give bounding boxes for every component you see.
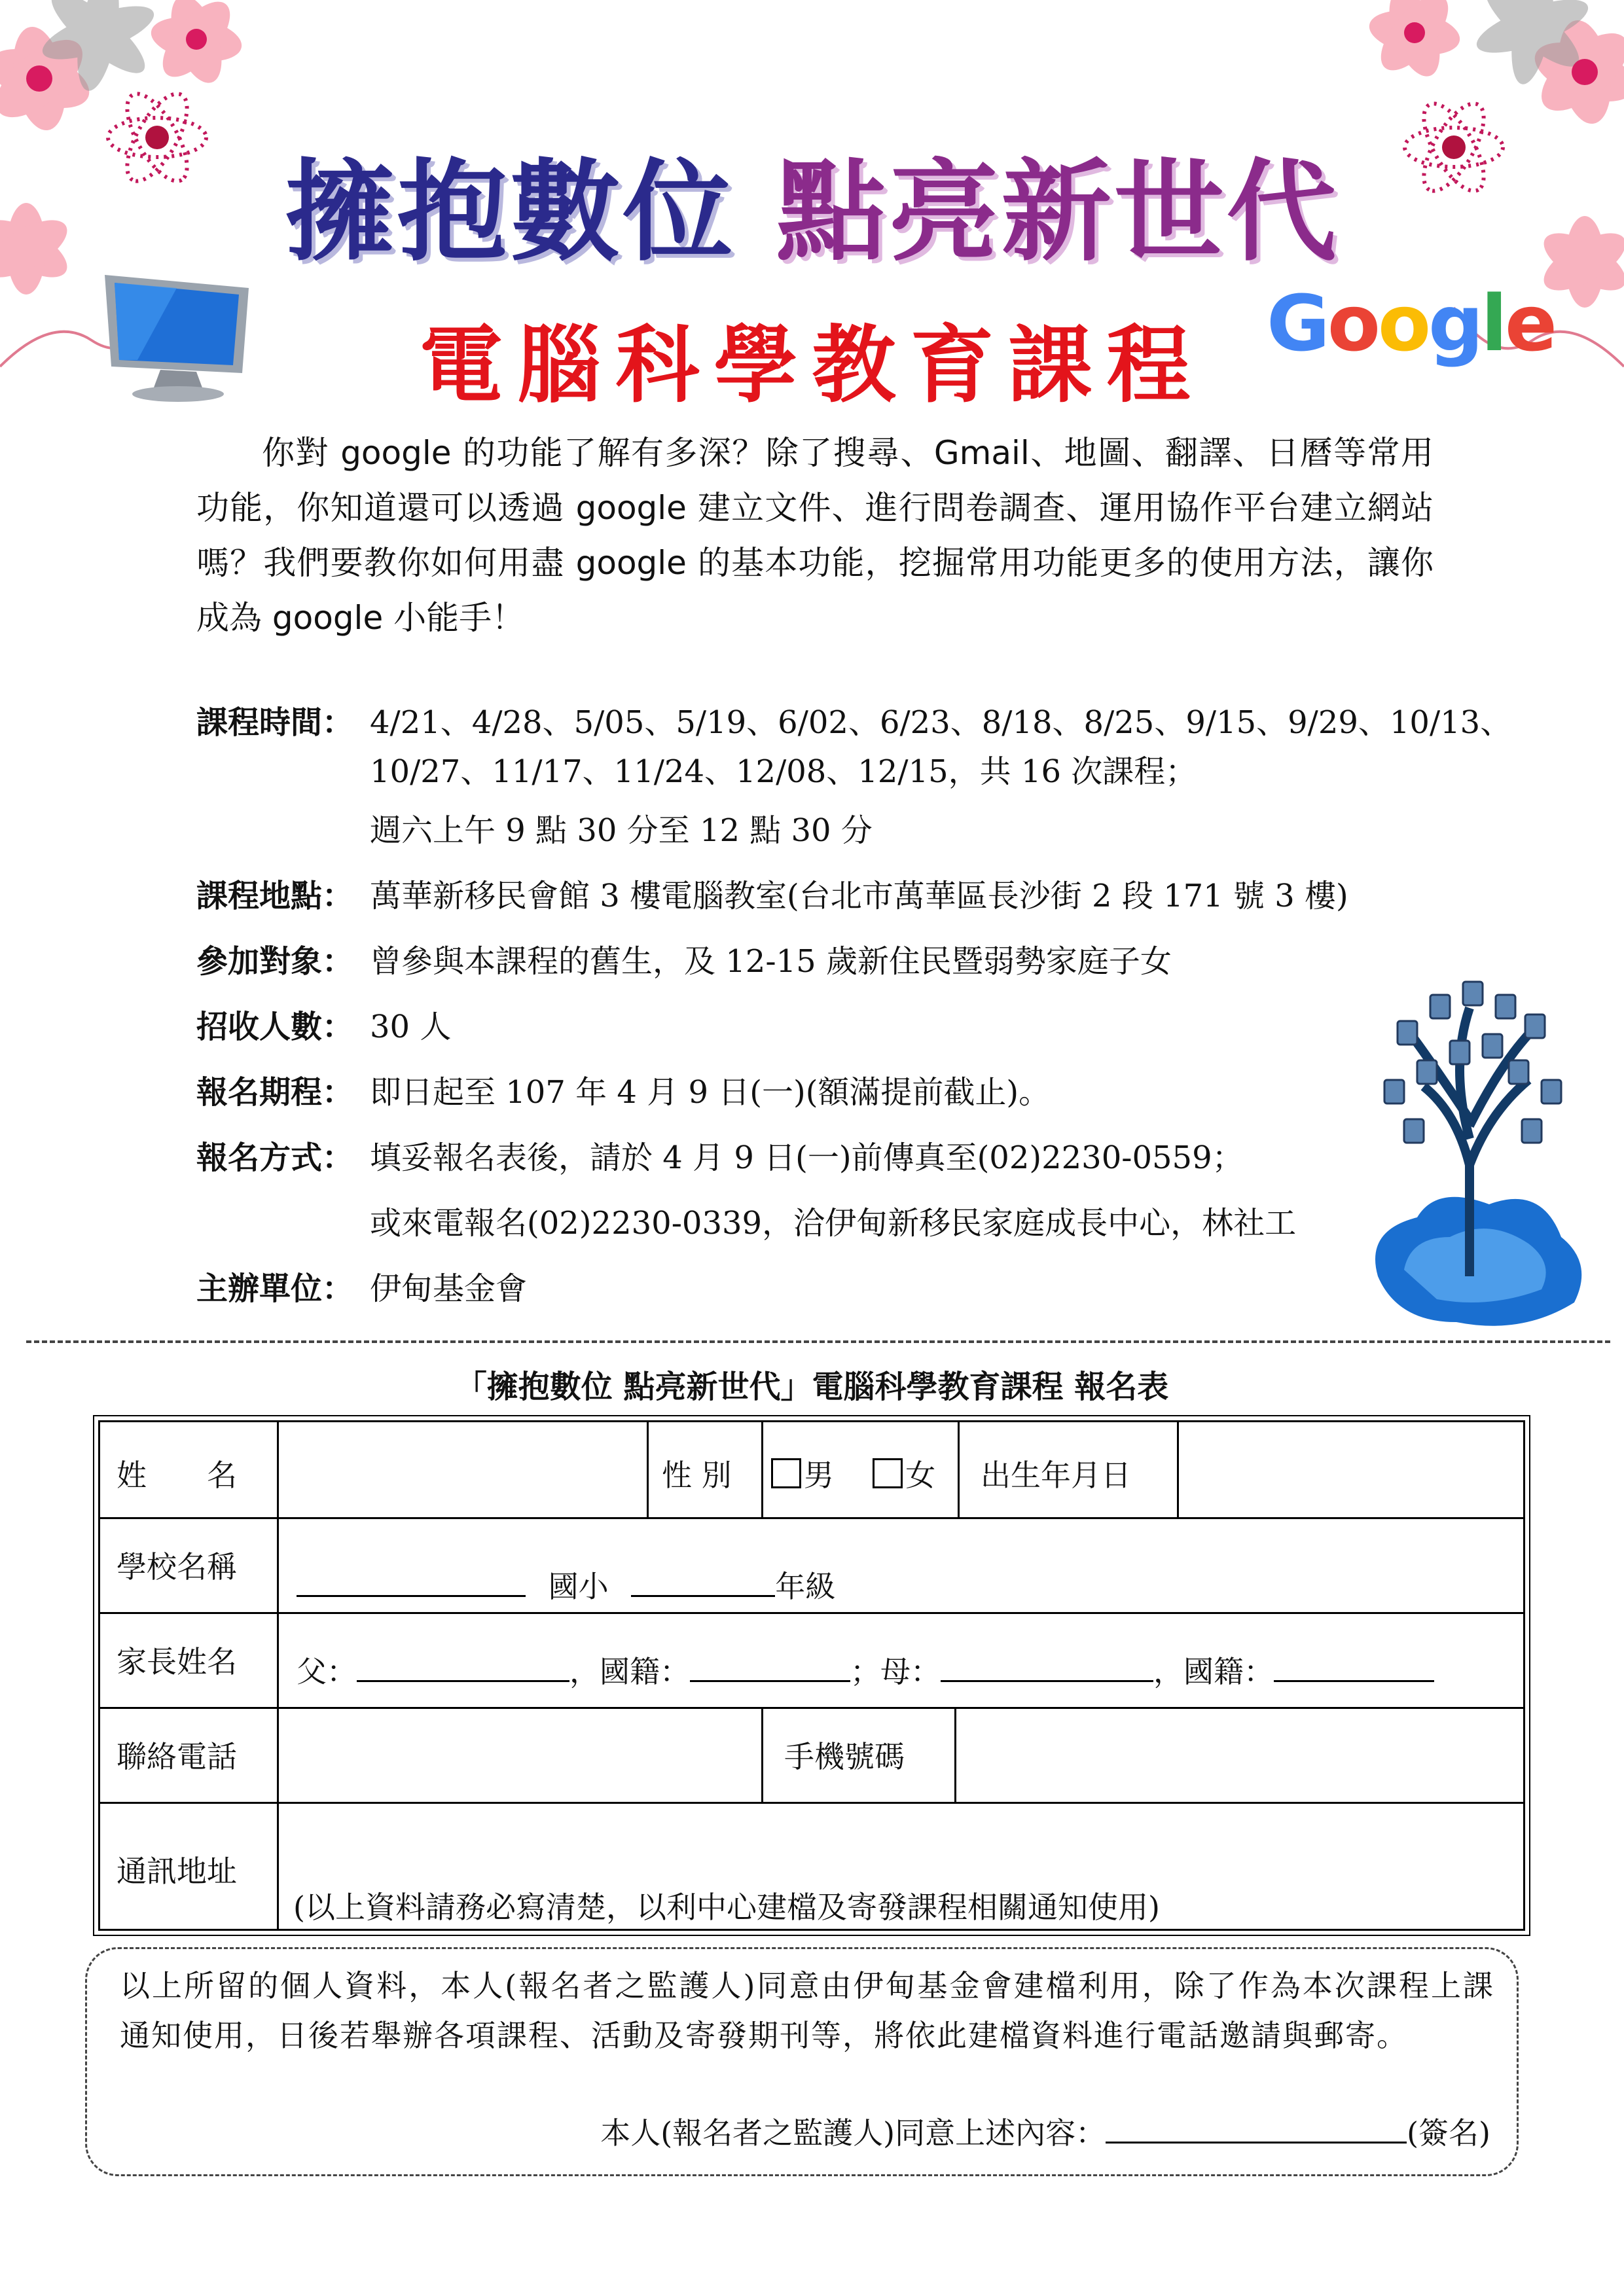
birth-label: 出生年月日	[981, 1458, 1131, 1493]
school-row	[297, 1563, 835, 1606]
signature-row	[600, 2109, 1490, 2153]
form-title: 「擁抱數位 點亮新世代」電腦科學教育課程 報名表	[455, 1369, 1169, 1405]
birth-field[interactable]	[1180, 1429, 1521, 1513]
father-blank[interactable]	[357, 1649, 569, 1682]
registration-form-table	[98, 1420, 1525, 1931]
title-part1: 擁抱數位	[285, 148, 736, 276]
logo-letter: o	[1377, 278, 1429, 368]
page-title	[0, 124, 1624, 282]
parent-row	[297, 1648, 1434, 1691]
father-label: 父：	[297, 1654, 357, 1689]
school-name-blank[interactable]	[297, 1564, 526, 1597]
sign-label: 本人(報名者之監護人)同意上述內容：	[600, 2115, 1106, 2151]
mobile-field[interactable]	[958, 1710, 1521, 1799]
time-label: 課程時間：	[196, 704, 354, 741]
consent-box	[85, 1947, 1519, 2176]
intro-paragraph: 你對 google 的功能了解有多深？除了搜尋、Gmail、地圖、翻譯、日曆等常用功能，你知道還可以透過 google 建立文件、進行問卷調查、運用協作平台建立網站嗎？我們要教你如何用盡 google 的基本功能，挖掘常用功能更多的使用方法，讓你成為 google 小能手！	[196, 434, 1434, 637]
logo-letter: o	[1327, 278, 1378, 368]
time-line3: 週六上午 9 點 30 分至 12 點 30 分	[370, 812, 873, 849]
parent-label: 家長姓名	[117, 1644, 237, 1679]
female-label: 女	[905, 1458, 936, 1493]
time-line1: 4/21、4/28、5/05、5/19、6/02、6/23、8/18、8/25、9/15、9/29、10/13、	[370, 704, 1512, 741]
mother-label: ；母：	[850, 1654, 941, 1689]
nationality2-label: ，國籍：	[1153, 1654, 1274, 1689]
male-checkbox[interactable]	[771, 1458, 801, 1488]
address-note: (以上資料請務必寫清楚，以利中心建檔及寄發課程相關通知使用)	[293, 1890, 1160, 1925]
info-time	[196, 697, 1512, 742]
signature-blank[interactable]	[1106, 2110, 1407, 2144]
quota-value: 30 人	[370, 1009, 452, 1045]
consent-text: 以上所留的個人資料，本人(報名者之監護人)同意由伊甸基金會建檔利用，除了作為本次課程上課通知使用，日後若舉辦各項課程、活動及寄發期刊等，將依此建檔資料進行電話邀請與郵寄。	[120, 1968, 1494, 2053]
info-place	[196, 870, 1440, 916]
method-label: 報名方式：	[196, 1139, 354, 1176]
info-method	[196, 1132, 1440, 1177]
gender-label: 性 別	[662, 1458, 732, 1493]
name-field[interactable]	[280, 1429, 643, 1513]
period-label: 報名期程：	[196, 1074, 354, 1111]
organizer-label: 主辦單位：	[196, 1270, 354, 1307]
target-value: 曾參與本課程的舊生，及 12-15 歲新住民暨弱勢家庭子女	[370, 943, 1172, 980]
info-quota	[196, 1001, 1440, 1047]
female-checkbox[interactable]	[873, 1458, 903, 1488]
title-part2: 點亮新世代	[776, 148, 1339, 276]
quota-label: 招收人數：	[196, 1009, 354, 1045]
mother-blank[interactable]	[941, 1649, 1153, 1682]
info-organizer	[196, 1263, 1440, 1308]
mobile-label: 手機號碼	[784, 1739, 905, 1774]
time-line2: 10/27、11/17、11/24、12/08、12/15，共 16 次課程；	[370, 753, 1197, 790]
subtitle: 電腦科學教育課程	[419, 317, 1205, 414]
logo-letter: l	[1481, 278, 1505, 368]
info-target	[196, 936, 1440, 981]
logo-letter: g	[1428, 278, 1481, 368]
school-suffix: 國小	[548, 1569, 609, 1604]
logo-letter: G	[1267, 278, 1327, 368]
phone-field[interactable]	[280, 1710, 758, 1799]
sign-suffix: (簽名)	[1407, 2115, 1490, 2151]
target-label: 參加對象：	[196, 943, 354, 980]
gender-options	[771, 1452, 935, 1495]
nationality2-blank[interactable]	[1274, 1649, 1434, 1682]
period-value: 即日起至 107 年 4 月 9 日(一)(額滿提前截止)。	[370, 1074, 1051, 1111]
school-label: 學校名稱	[117, 1549, 237, 1585]
name-label: 姓 名	[117, 1458, 237, 1493]
knowledge-tree-icon	[1358, 969, 1594, 1335]
phone-label: 聯絡電話	[117, 1739, 237, 1774]
method-line1: 填妥報名表後，請於 4 月 9 日(一)前傳真至(02)2230-0559；	[370, 1139, 1244, 1176]
grade-suffix: 年級	[775, 1569, 836, 1604]
method-line2: 或來電報名(02)2230-0339，洽伊甸新移民家庭成長中心，林社工	[370, 1205, 1297, 1242]
place-value: 萬華新移民會館 3 樓電腦教室(台北市萬華區長沙街 2 段 171 號 3 樓)	[370, 878, 1348, 914]
dashed-separator	[26, 1340, 1610, 1343]
logo-letter: e	[1504, 278, 1555, 368]
place-label: 課程地點：	[196, 878, 354, 914]
google-logo	[1267, 278, 1555, 368]
grade-blank[interactable]	[631, 1564, 775, 1597]
nationality1-blank[interactable]	[690, 1649, 850, 1682]
male-label: 男	[804, 1458, 834, 1493]
address-label: 通訊地址	[117, 1854, 237, 1889]
organizer-value: 伊甸基金會	[370, 1270, 528, 1307]
info-period	[196, 1067, 1440, 1112]
nationality1-label: ，國籍：	[569, 1654, 690, 1689]
